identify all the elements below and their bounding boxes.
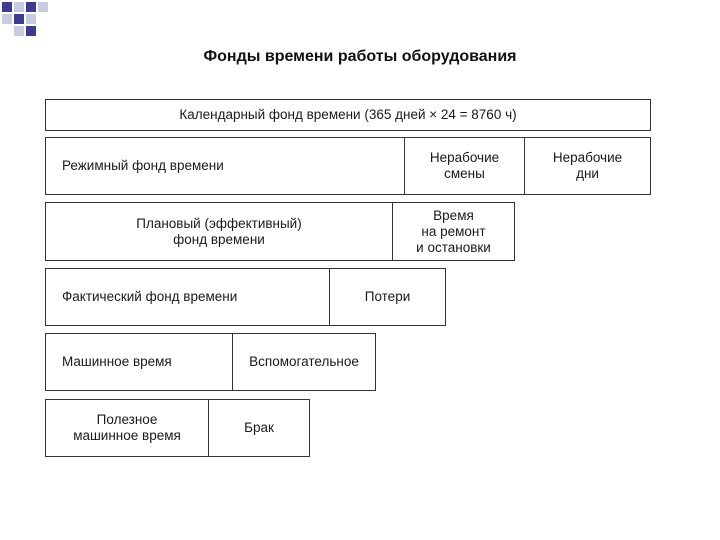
decor-square <box>2 2 12 12</box>
regime-fund-box <box>45 137 651 195</box>
repair-time-cell: Время на ремонт и остановки <box>392 203 514 260</box>
machine-time-box <box>45 333 376 391</box>
decor-square <box>38 2 48 12</box>
decor-square <box>26 2 36 12</box>
auxiliary-time-cell: Вспомогательное <box>232 334 375 390</box>
losses-cell: Потери <box>329 269 445 325</box>
actual-fund-label: Фактический фонд времени <box>62 289 238 304</box>
calendar-fund-box <box>45 99 651 131</box>
nonworking-days-cell: Нерабочие дни <box>524 138 650 194</box>
defect-cell: Брак <box>208 400 309 456</box>
planned-fund-label: Плановый (эффективный) фонд времени <box>136 215 302 247</box>
regime-fund-label: Режимный фонд времени <box>62 158 224 173</box>
page-title: Фонды времени работы оборудования <box>203 48 517 65</box>
useful-time-label: Полезное машинное время <box>73 412 181 443</box>
calendar-fund-label: Календарный фонд времени (365 дней × 24 = 8760 ч) <box>179 107 517 122</box>
nonworking-shifts-cell: Нерабочие смены <box>404 138 524 194</box>
decor-square <box>2 14 12 24</box>
decor-square <box>26 14 36 24</box>
machine-time-label: Машинное время <box>62 354 172 369</box>
decor-square <box>14 14 24 24</box>
decor-square <box>14 26 24 36</box>
decor-square <box>14 2 24 12</box>
useful-time-box <box>45 399 310 457</box>
decor-square <box>26 26 36 36</box>
planned-fund-box <box>45 202 515 261</box>
actual-fund-box <box>45 268 446 326</box>
